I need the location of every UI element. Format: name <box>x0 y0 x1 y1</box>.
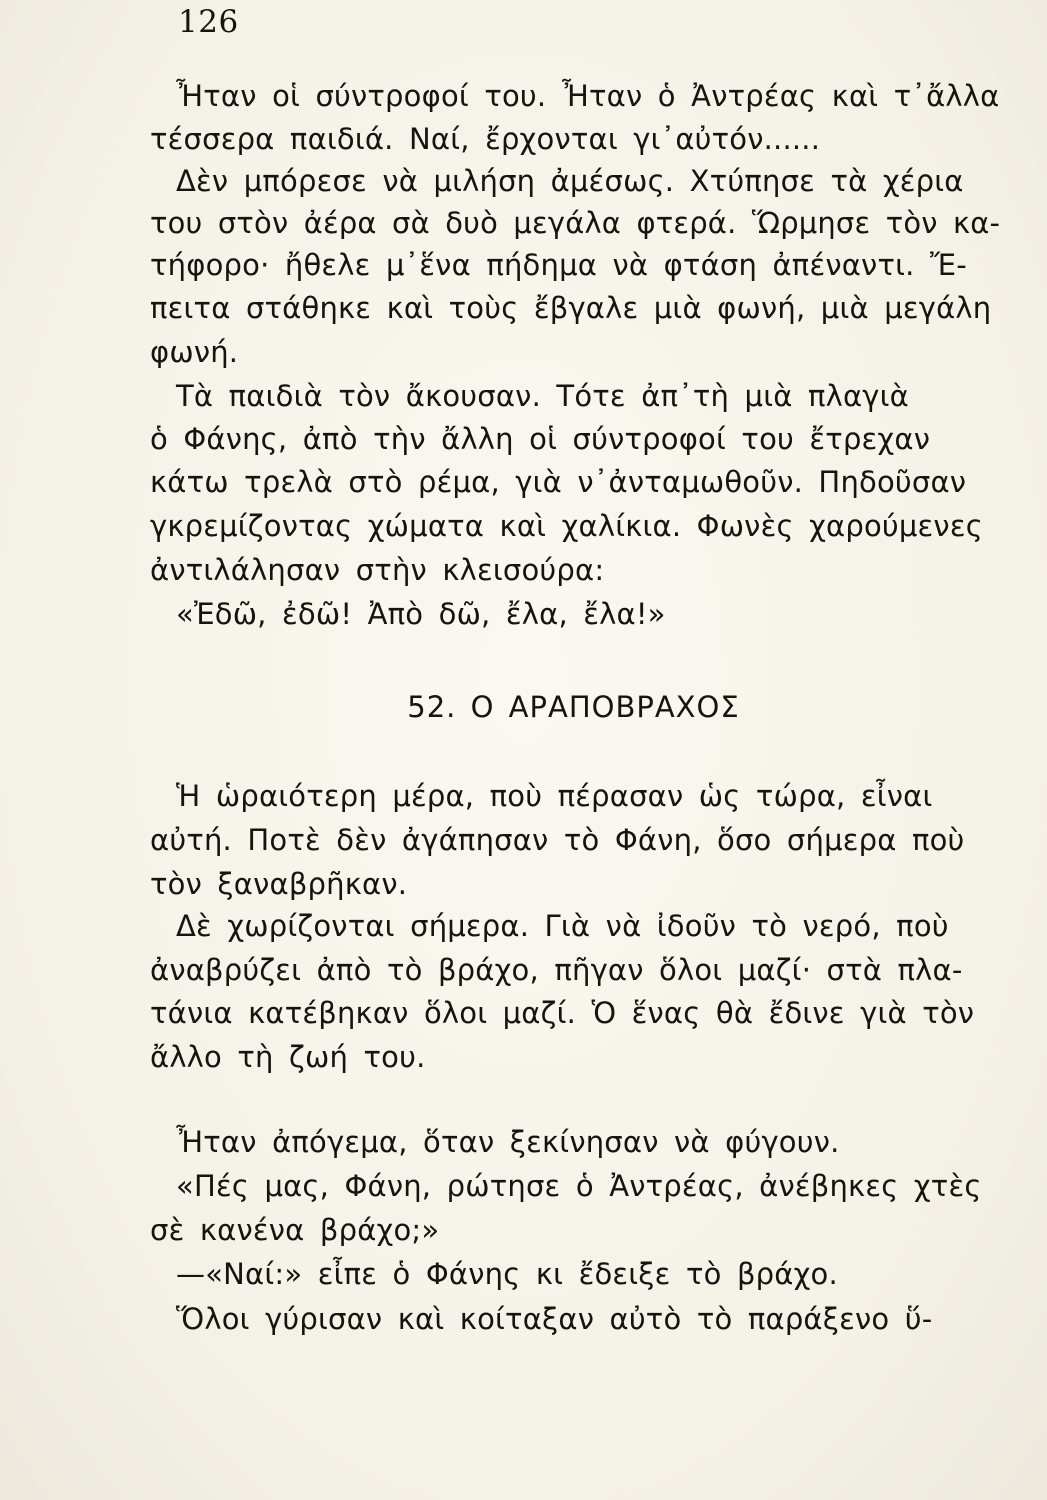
text-line: τήφορο· ἤθελε μ᾽ἕνα πήδημα νὰ φτάση ἀπέναντι. Ἔ- <box>150 248 967 282</box>
text-line: φωνή. <box>150 335 239 369</box>
text-line: σὲ κανένα βράχο;» <box>150 1213 440 1247</box>
text-line: ὁ Φάνης, ἀπὸ τὴν ἄλλη οἱ σύντροφοί του ἔτρεχαν <box>150 422 931 456</box>
text-line: Τὰ παιδιὰ τὸν ἄκουσαν. Τότε ἀπ᾽τὴ μιὰ πλαγιὰ <box>176 379 909 413</box>
text-line: ἀντιλάλησαν στὴν κλεισούρα: <box>150 553 605 587</box>
text-line: αὐτή. Ποτὲ δὲν ἀγάπησαν τὸ Φάνη, ὅσο σήμερα ποὺ <box>150 823 965 857</box>
text-line: γκρεμίζοντας χώματα καὶ χαλίκια. Φωνὲς χαρούμενες <box>150 509 983 543</box>
text-line: του στὸν ἀέρα σὰ δυὸ μεγάλα φτερά. Ὥρμησε τὸν κα- <box>150 206 1001 240</box>
text-line: κάτω τρελὰ στὸ ρέμα, γιὰ ν᾽ἀνταμωθοῦν. Πηδοῦσαν <box>150 465 967 499</box>
text-line: Δὲν μπόρεσε νὰ μιλήση ἀμέσως. Χτύπησε τὰ χέρια <box>176 164 964 198</box>
text-line: Ἦταν ἀπόγεμα, ὅταν ξεκίνησαν νὰ φύγουν. <box>176 1125 840 1159</box>
page-number: 126 <box>178 4 239 40</box>
text-line: Δὲ χωρίζονται σήμερα. Γιὰ νὰ ἰδοῦν τὸ νερό, ποὺ <box>176 909 949 943</box>
text-line: ἀναβρύζει ἀπὸ τὸ βράχο, πῆγαν ὅλοι μαζί· στὰ πλα- <box>150 953 963 987</box>
text-line: ἄλλο τὴ ζωή του. <box>150 1040 426 1074</box>
text-line: Ἦταν οἱ σύντροφοί του. Ἦταν ὁ Ἀντρέας καὶ τ᾽ἄλλα <box>176 79 1000 113</box>
text-line: Ὅλοι γύρισαν καὶ κοίταξαν αὐτὸ τὸ παράξενο ὕ- <box>176 1302 933 1336</box>
text-line: τέσσερα παιδιά. Ναί, ἔρχονται γι᾽αὐτόν...... <box>150 122 821 156</box>
text-line: «Πές μας, Φάνη, ρώτησε ὁ Ἀντρέας, ἀνέβηκες χτὲς <box>176 1169 982 1203</box>
text-line: πειτα στάθηκε καὶ τοὺς ἔβγαλε μιὰ φωνή, μιὰ μεγάλη <box>150 291 992 325</box>
text-line: «Ἐδῶ, ἐδῶ! Ἀπὸ δῶ, ἔλα, ἔλα!» <box>176 597 666 631</box>
text-line: Ἡ ὡραιότερη μέρα, ποὺ πέρασαν ὡς τώρα, εἶναι <box>176 779 933 813</box>
text-line: τὸν ξαναβρῆκαν. <box>150 867 408 901</box>
text-line: —«Ναί:» εἶπε ὁ Φάνης κι ἔδειξε τὸ βράχο. <box>176 1257 838 1291</box>
text-line: τάνια κατέβηκαν ὅλοι μαζί. Ὁ ἕνας θὰ ἔδινε γιὰ τὸν <box>150 996 975 1030</box>
chapter-heading: 52. Ο ΑΡΑΠΟΒΡΑΧΟΣ <box>407 690 740 724</box>
